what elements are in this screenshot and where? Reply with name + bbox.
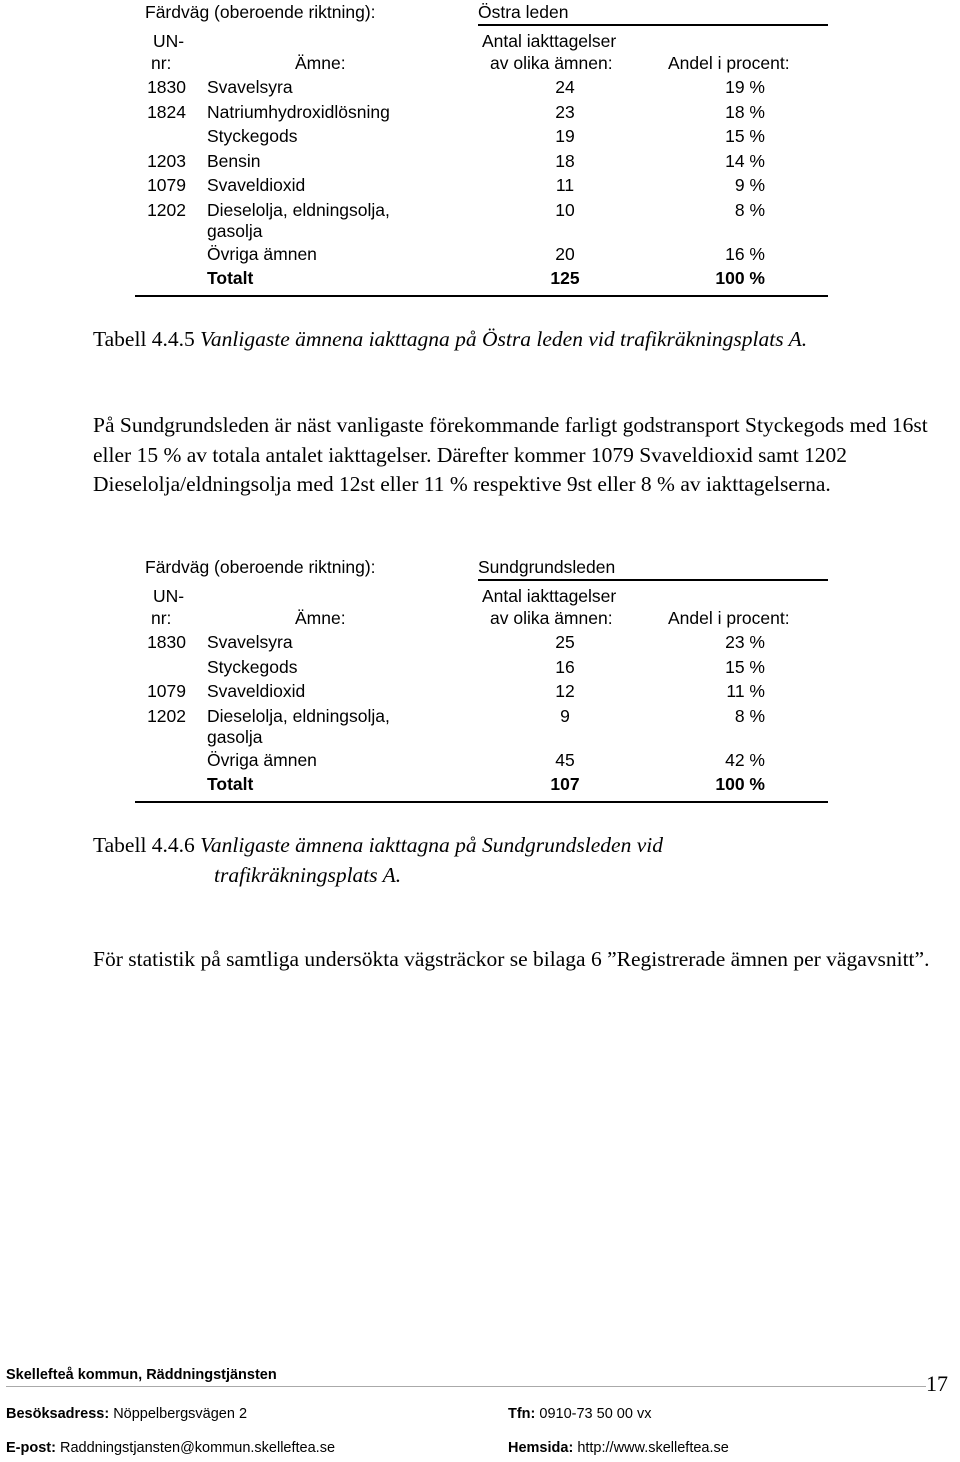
caption-text-line1: Vanligaste ämnena iakttagna på Sundgrundsleden vid: [200, 833, 663, 857]
un-number-cell: 1079: [147, 681, 186, 701]
substance-name-cell: Övriga ämnen: [207, 243, 317, 264]
un-number-cell: 1830: [147, 77, 186, 97]
table-caption-4-4-6: [93, 830, 663, 890]
footer-email: [6, 1440, 335, 1456]
caption-number: Tabell 4.4.6: [93, 833, 195, 857]
count-cell: 11: [555, 175, 575, 195]
col-substance: Ämne:: [295, 53, 346, 73]
table-row: [135, 200, 828, 244]
col-percent: Andel i procent:: [668, 53, 790, 73]
col-count-line2: av olika ämnen:: [490, 608, 613, 628]
table-row: [135, 151, 828, 176]
route-name: Sundgrundsleden: [478, 557, 616, 577]
footer-visit-address: [6, 1406, 247, 1422]
total-label: Totalt: [207, 268, 254, 288]
table-bottom-rule: [135, 295, 828, 297]
visit-value: Nöppelbergsvägen 2: [113, 1406, 248, 1422]
table-bottom-rule: [135, 801, 828, 803]
count-cell: 19: [555, 126, 575, 146]
body-paragraph-statistics: För statistik på samtliga undersökta vägsträckor se bilaga 6 ”Registrerade ämnen per vägavsnitt”.: [93, 947, 930, 971]
table-row: [135, 632, 828, 657]
col-percent: Andel i procent:: [668, 608, 790, 628]
count-cell: 16: [555, 656, 575, 677]
percent-cell: 8 %: [734, 199, 765, 220]
table-total-row: [135, 774, 828, 799]
table-row: [135, 244, 828, 269]
col-un-line1: UN-: [153, 31, 185, 51]
col-substance: Ämne:: [295, 608, 346, 628]
footer-divider: [6, 1386, 926, 1387]
percent-cell: 9 %: [734, 175, 765, 195]
col-count-line1: Antal iakttagelser: [482, 586, 617, 606]
caption-text: Vanligaste ämnena iakttagna på Östra leden vid trafikräkningsplats A.: [200, 327, 808, 351]
count-cell: 20: [555, 243, 575, 264]
footer-organization: [6, 1367, 277, 1383]
count-cell: 23: [555, 101, 575, 122]
percent-cell: 11 %: [726, 681, 765, 701]
table-row: [135, 657, 828, 682]
web-link[interactable]: http://www.skelleftea.se: [577, 1440, 729, 1456]
un-number-cell: 1203: [147, 150, 186, 171]
col-count-line2: av olika ämnen:: [490, 53, 613, 73]
percent-cell: 42 %: [725, 749, 765, 770]
organization-name: Skellefteå kommun, Räddningstjänsten: [6, 1367, 277, 1383]
count-cell: 10: [555, 199, 575, 220]
count-cell: 45: [555, 749, 575, 770]
header-rule: [478, 24, 828, 26]
header-rule: [478, 579, 828, 581]
percent-cell: 14 %: [725, 150, 765, 171]
count-cell: 9: [560, 705, 570, 726]
substance-table-sundgrundsleden: [135, 557, 828, 803]
table-body: [135, 632, 828, 774]
substance-table-ostra-leden: [135, 2, 828, 297]
route-name: Östra leden: [478, 2, 569, 22]
un-number-cell: 1079: [147, 175, 186, 195]
col-count-line1: Antal iakttagelser: [482, 31, 617, 51]
column-headers: [135, 586, 828, 632]
table-row: [135, 102, 828, 127]
total-label: Totalt: [207, 774, 254, 794]
count-cell: 25: [555, 632, 575, 652]
table-row: [135, 175, 828, 200]
substance-name-cell: Natriumhydroxidlösning: [207, 101, 390, 122]
percent-cell: 15 %: [725, 126, 765, 146]
phone-value: 0910-73 50 00 vx: [539, 1406, 652, 1422]
percent-cell: 15 %: [725, 656, 765, 677]
count-cell: 18: [555, 150, 575, 171]
table-row: [135, 681, 828, 706]
table-caption-4-4-5: [93, 324, 807, 354]
col-un-line2: nr:: [151, 608, 172, 628]
substance-name-cell: Svavelsyra: [207, 632, 293, 652]
caption-text-line2: trafikräkningsplats A.: [214, 863, 402, 887]
visit-label: Besöksadress:: [6, 1406, 110, 1422]
un-number-cell: 1830: [147, 632, 186, 652]
total-percent: 100 %: [715, 268, 765, 288]
email-link[interactable]: Raddningstjansten@kommun.skelleftea.se: [59, 1440, 336, 1456]
page-number: 17: [926, 1371, 948, 1396]
table-header: [135, 2, 828, 24]
substance-name-cell: Svavelsyra: [207, 77, 293, 97]
percent-cell: 23 %: [725, 632, 765, 652]
substance-name-cell: Styckegods: [207, 656, 298, 677]
col-un-line2: nr:: [151, 53, 172, 73]
un-number-cell: 1202: [147, 705, 186, 726]
substance-name-cell: Styckegods: [207, 126, 298, 146]
substance-name-cell: Dieselolja, eldningsolja, gasolja: [207, 199, 390, 241]
table-row: [135, 706, 828, 750]
phone-label: Tfn:: [508, 1406, 536, 1422]
percent-cell: 8 %: [734, 705, 765, 726]
footer-website: [508, 1440, 729, 1456]
route-label: Färdväg (oberoende riktning):: [145, 2, 376, 22]
substance-name-cell: Bensin: [207, 150, 261, 171]
substance-name-cell: Svaveldioxid: [207, 175, 306, 195]
substance-name-cell: Dieselolja, eldningsolja, gasolja: [207, 705, 390, 747]
percent-cell: 16 %: [725, 243, 765, 264]
email-label: E-post:: [6, 1440, 56, 1456]
substance-name-cell: Övriga ämnen: [207, 749, 317, 770]
table-total-row: [135, 268, 828, 293]
table-row: [135, 77, 828, 102]
un-number-cell: 1202: [147, 199, 186, 220]
count-cell: 24: [555, 77, 575, 97]
col-un-line1: UN-: [153, 586, 185, 606]
body-paragraph-sundgrundsleden: På Sundgrundsleden är näst vanligaste förekommande farligt godstransport Styckegods med 16st eller 15 % av totala antalet iakttagelser. Därefter kommer 1079 Svaveldioxid samt 1202 Dieselolja/eldningsolja med 12st eller 11 % respektive 9st eller 8 % av iakttagelserna.: [93, 413, 928, 496]
total-count: 107: [550, 774, 580, 794]
table-row: [135, 750, 828, 775]
table-body: [135, 77, 828, 268]
table-row: [135, 126, 828, 151]
un-number-cell: 1824: [147, 101, 186, 122]
percent-cell: 18 %: [725, 101, 765, 122]
table-header: [135, 557, 828, 579]
column-headers: [135, 31, 828, 77]
caption-number: Tabell 4.4.5: [93, 327, 195, 351]
web-label: Hemsida:: [508, 1440, 574, 1456]
route-label: Färdväg (oberoende riktning):: [145, 557, 376, 577]
footer-phone: [508, 1406, 651, 1422]
count-cell: 12: [555, 681, 575, 701]
total-percent: 100 %: [715, 774, 765, 794]
percent-cell: 19 %: [725, 77, 765, 97]
total-count: 125: [550, 268, 580, 288]
substance-name-cell: Svaveldioxid: [207, 681, 306, 701]
